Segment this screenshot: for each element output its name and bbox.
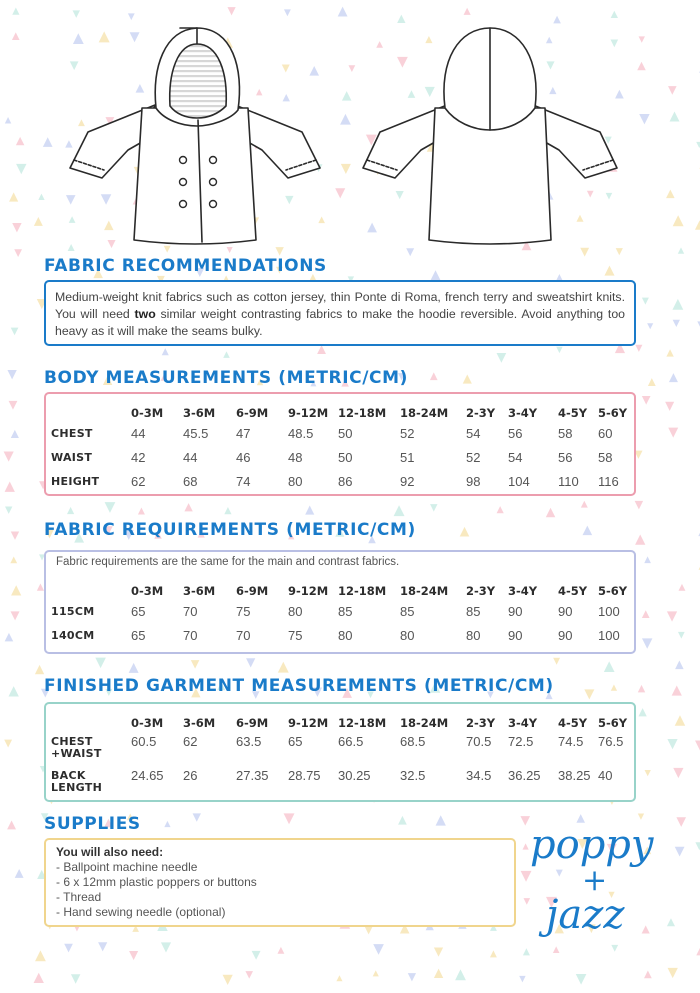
row-label: CHEST xyxy=(51,427,93,440)
table-cell: 85 xyxy=(338,604,353,619)
list-item: - Ballpoint machine needle xyxy=(56,860,198,874)
table-cell: 48 xyxy=(288,450,303,465)
table-cell: 60.5 xyxy=(131,734,157,749)
column-header: 4-5Y xyxy=(558,584,588,598)
column-header: 2-3Y xyxy=(466,584,496,598)
column-header: 3-6M xyxy=(183,584,216,598)
list-item: - Hand sewing needle (optional) xyxy=(56,905,226,919)
hoodie-illustrations xyxy=(60,10,640,250)
table-cell: 48.5 xyxy=(288,426,314,441)
fabric-text-part1: Medium-weight knit fabrics such as cotton jersey, thin Ponte di Roma, french terry and sweatshirt knits. You will need xyxy=(55,290,625,321)
table-cell: 70 xyxy=(183,628,198,643)
row-label: 115CM xyxy=(51,605,95,618)
column-header: 12-18M xyxy=(338,716,387,730)
row-label-line2: LENGTH xyxy=(51,781,103,794)
table-cell: 68 xyxy=(183,474,198,489)
supplies-box xyxy=(44,838,516,927)
table-cell: 62 xyxy=(183,734,198,749)
column-header: 6-9M xyxy=(236,406,269,420)
column-header: 2-3Y xyxy=(466,716,496,730)
table-cell: 68.5 xyxy=(400,734,426,749)
column-header: 3-4Y xyxy=(508,584,538,598)
table-cell: 54 xyxy=(508,450,523,465)
column-header: 4-5Y xyxy=(558,406,588,420)
table-cell: 80 xyxy=(288,604,303,619)
row-label-line1: BACK xyxy=(51,769,86,782)
finished-garment-table xyxy=(51,712,633,802)
table-cell: 90 xyxy=(508,604,523,619)
table-cell: 58 xyxy=(598,450,613,465)
finished-garment-box xyxy=(44,702,636,802)
column-header: 18-24M xyxy=(400,584,449,598)
table-cell: 90 xyxy=(558,604,573,619)
supplies-lead: You will also need: xyxy=(56,845,164,859)
table-cell: 44 xyxy=(131,426,146,441)
table-cell: 80 xyxy=(338,628,353,643)
fabric-recommendations-box xyxy=(44,280,636,346)
list-item: - 6 x 12mm plastic poppers or buttons xyxy=(56,875,257,889)
hoodie-front-illustration xyxy=(60,10,330,250)
table-cell: 75 xyxy=(288,628,303,643)
table-cell: 44 xyxy=(183,450,198,465)
column-header: 4-5Y xyxy=(558,716,588,730)
row-label: HEIGHT xyxy=(51,475,100,488)
table-cell: 80 xyxy=(288,474,303,489)
row-label xyxy=(51,768,131,802)
body-measurements-heading: BODY MEASUREMENTS (METRIC/CM) xyxy=(44,368,409,388)
table-header-row xyxy=(51,580,633,602)
supplies-items xyxy=(56,860,504,920)
table-cell: 47 xyxy=(236,426,251,441)
column-header: 3-4Y xyxy=(508,406,538,420)
row-label xyxy=(51,734,131,768)
logo-line1: poppy xyxy=(530,822,654,868)
table-cell: 54 xyxy=(466,426,481,441)
table-cell: 32.5 xyxy=(400,768,426,783)
table-row xyxy=(51,768,633,802)
header-corner xyxy=(51,402,131,424)
column-header: 3-6M xyxy=(183,406,216,420)
table-cell: 74.5 xyxy=(558,734,584,749)
fabric-requirements-table xyxy=(51,580,633,650)
table-row xyxy=(51,626,633,650)
row-label-line2: +WAIST xyxy=(51,747,102,760)
logo-line3: jazz xyxy=(546,892,625,938)
column-header: 12-18M xyxy=(338,406,387,420)
table-cell: 30.25 xyxy=(338,768,371,783)
column-header: 9-12M xyxy=(288,406,329,420)
table-cell: 42 xyxy=(131,450,146,465)
table-cell: 38.25 xyxy=(558,768,591,783)
body-measurements-box xyxy=(44,392,636,496)
row-label-line1: CHEST xyxy=(51,735,93,748)
table-cell: 28.75 xyxy=(288,768,321,783)
header-corner xyxy=(51,580,131,602)
table-cell: 58 xyxy=(558,426,573,441)
finished-garment-heading: FINISHED GARMENT MEASUREMENTS (METRIC/CM) xyxy=(44,676,554,696)
column-header: 0-3M xyxy=(131,716,164,730)
table-cell: 65 xyxy=(131,604,146,619)
list-item: - Thread xyxy=(56,890,102,904)
table-cell: 40 xyxy=(598,768,613,783)
supplies-list xyxy=(46,840,514,925)
table-cell: 80 xyxy=(400,628,415,643)
table-cell: 62 xyxy=(131,474,146,489)
table-cell: 63.5 xyxy=(236,734,262,749)
fabric-requirements-heading: FABRIC REQUIREMENTS (METRIC/CM) xyxy=(44,520,416,540)
column-header: 3-6M xyxy=(183,716,216,730)
table-cell: 100 xyxy=(598,628,620,643)
table-cell: 27.35 xyxy=(236,768,269,783)
table-row xyxy=(51,424,633,448)
supplies-heading: SUPPLIES xyxy=(44,814,141,834)
table-cell: 90 xyxy=(508,628,523,643)
table-cell: 86 xyxy=(338,474,353,489)
fabric-text-bold: two xyxy=(134,307,156,321)
column-header: 5-6Y xyxy=(598,406,628,420)
poppy-jazz-logo xyxy=(520,810,670,950)
column-header: 0-3M xyxy=(131,584,164,598)
table-cell: 92 xyxy=(400,474,415,489)
row-label: WAIST xyxy=(51,451,93,464)
table-row xyxy=(51,734,633,768)
column-header: 9-12M xyxy=(288,584,329,598)
row-label: 140CM xyxy=(51,629,95,642)
table-cell: 85 xyxy=(466,604,481,619)
table-cell: 80 xyxy=(466,628,481,643)
table-cell: 46 xyxy=(236,450,251,465)
logo-line2: + xyxy=(582,863,608,898)
table-header-row xyxy=(51,402,633,424)
fabric-requirements-note: Fabric requirements are the same for the main and contrast fabrics. xyxy=(56,556,400,568)
table-cell: 76.5 xyxy=(598,734,624,749)
table-cell: 52 xyxy=(400,426,415,441)
column-header: 6-9M xyxy=(236,584,269,598)
table-cell: 98 xyxy=(466,474,481,489)
table-cell: 70 xyxy=(236,628,251,643)
table-cell: 100 xyxy=(598,604,620,619)
column-header: 12-18M xyxy=(338,584,387,598)
table-row xyxy=(51,472,633,496)
fabric-recommendations-text xyxy=(46,282,634,347)
table-cell: 50 xyxy=(338,426,353,441)
table-cell: 116 xyxy=(598,474,619,489)
fabric-recommendations-heading: FABRIC RECOMMENDATIONS xyxy=(44,256,327,276)
column-header: 18-24M xyxy=(400,716,449,730)
table-cell: 65 xyxy=(288,734,303,749)
column-header: 18-24M xyxy=(400,406,449,420)
table-header-row xyxy=(51,712,633,734)
table-cell: 50 xyxy=(338,450,353,465)
hoodie-back-illustration xyxy=(355,10,625,250)
table-cell: 90 xyxy=(558,628,573,643)
column-header: 5-6Y xyxy=(598,716,628,730)
table-cell: 52 xyxy=(466,450,481,465)
table-cell: 56 xyxy=(508,426,523,441)
table-cell: 85 xyxy=(400,604,415,619)
column-header: 9-12M xyxy=(288,716,329,730)
table-row xyxy=(51,448,633,472)
header-corner xyxy=(51,712,131,734)
table-row xyxy=(51,602,633,626)
table-cell: 34.5 xyxy=(466,768,492,783)
column-header: 6-9M xyxy=(236,716,269,730)
fabric-text-part2: similar weight contrasting fabrics to make the hoodie reversible. Avoid anything too heavy as it will make the seams bulky. xyxy=(55,307,626,338)
table-cell: 36.25 xyxy=(508,768,541,783)
table-cell: 45.5 xyxy=(183,426,209,441)
table-cell: 51 xyxy=(400,450,415,465)
column-header: 5-6Y xyxy=(598,584,628,598)
table-cell: 75 xyxy=(236,604,251,619)
table-cell: 56 xyxy=(558,450,573,465)
body-measurements-table xyxy=(51,402,633,496)
table-cell: 60 xyxy=(598,426,613,441)
table-cell: 110 xyxy=(558,474,579,489)
table-cell: 72.5 xyxy=(508,734,534,749)
table-cell: 70.5 xyxy=(466,734,492,749)
table-cell: 24.65 xyxy=(131,768,164,783)
table-cell: 70 xyxy=(183,604,198,619)
table-cell: 104 xyxy=(508,474,530,489)
column-header: 2-3Y xyxy=(466,406,496,420)
fabric-requirements-box xyxy=(44,550,636,654)
table-cell: 65 xyxy=(131,628,146,643)
table-cell: 66.5 xyxy=(338,734,364,749)
column-header: 3-4Y xyxy=(508,716,538,730)
table-cell: 74 xyxy=(236,474,251,489)
table-cell: 26 xyxy=(183,768,198,783)
column-header: 0-3M xyxy=(131,406,164,420)
